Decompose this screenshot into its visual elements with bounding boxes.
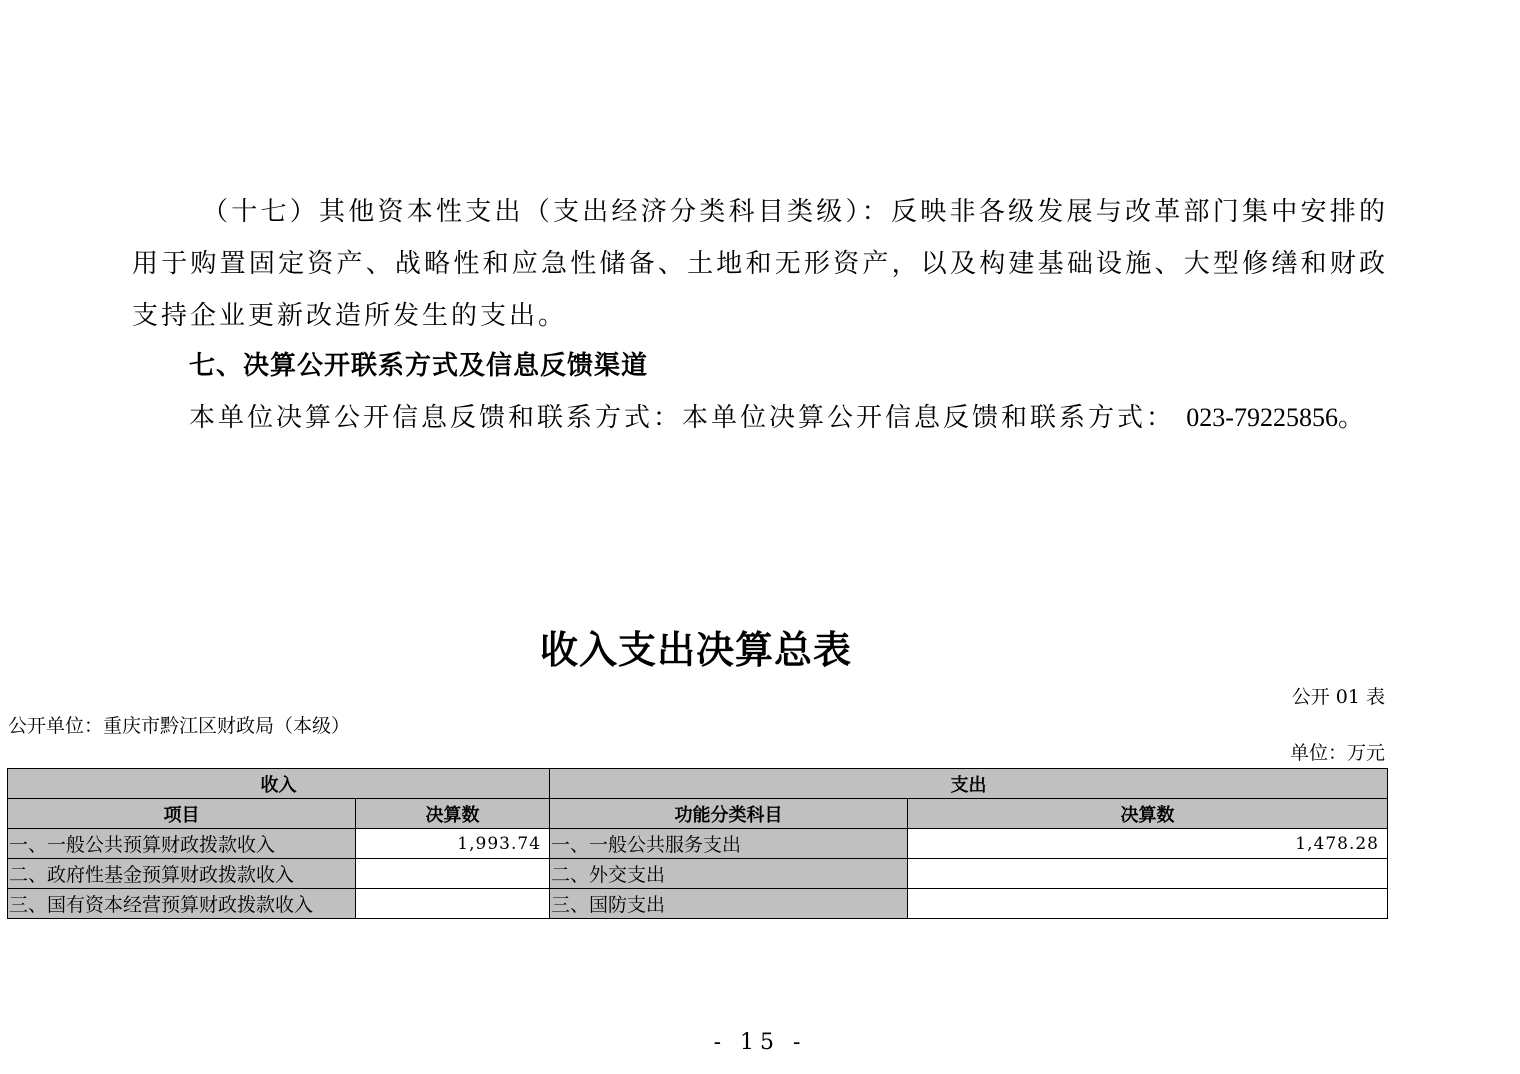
contact-suffix: 。 xyxy=(1337,403,1367,433)
contact-phone: 023-79225856 xyxy=(1186,403,1338,432)
table-row xyxy=(8,889,1388,919)
income-group-header: 收入 xyxy=(8,769,550,799)
reporting-unit: 公开单位：重庆市黔江区财政局（本级） xyxy=(8,715,351,737)
income-expense-table xyxy=(7,768,1388,919)
expense-amount-column-header: 决算数 xyxy=(908,799,1388,829)
section-heading-contact: 七、决算公开联系方式及信息反馈渠道 xyxy=(189,351,649,381)
income-amount-column-header: 决算数 xyxy=(356,799,550,829)
form-code: 公开 01 表 xyxy=(1291,686,1385,708)
contact-label: 本单位决算公开信息反馈和联系方式：本单位决算公开信息反馈和联系方式： xyxy=(189,403,1176,433)
expense-value-cell: 1,478.28 xyxy=(908,829,1388,859)
income-value-cell xyxy=(356,889,550,919)
currency-unit: 单位：万元 xyxy=(1289,742,1385,764)
page-number: - 15 - xyxy=(713,1030,807,1055)
expense-value-cell xyxy=(908,859,1388,889)
table-group-header-row xyxy=(8,769,1388,799)
income-item-cell: 二、政府性基金预算财政拨款收入 xyxy=(8,859,356,889)
expense-item-cell: 三、国防支出 xyxy=(550,889,908,919)
expense-value-cell xyxy=(908,889,1388,919)
table-row xyxy=(8,829,1388,859)
expense-item-cell: 一、一般公共服务支出 xyxy=(550,829,908,859)
income-item-cell: 一、一般公共预算财政拨款收入 xyxy=(8,829,356,859)
table-title: 收入支出决算总表 xyxy=(539,628,852,672)
expense-item-cell: 二、外交支出 xyxy=(550,859,908,889)
paragraph-other-capital-expenditure: （十七）其他资本性支出（支出经济分类科目类级）：反映非各级发展与改革部门集中安排的用于购置固定资产、战略性和应急性储备、土地和无形资产，以及构建基础设施、大型修缮和财政支持企业更新改造所发生的支出。 xyxy=(132,197,1388,331)
table-column-header-row xyxy=(8,799,1388,829)
income-value-cell xyxy=(356,859,550,889)
table-row xyxy=(8,859,1388,889)
contact-paragraph xyxy=(189,392,1409,444)
item-column-header: 项目 xyxy=(8,799,356,829)
income-value-cell: 1,993.74 xyxy=(356,829,550,859)
expense-group-header: 支出 xyxy=(550,769,1388,799)
income-item-cell: 三、国有资本经营预算财政拨款收入 xyxy=(8,889,356,919)
function-category-column-header: 功能分类科目 xyxy=(550,799,908,829)
